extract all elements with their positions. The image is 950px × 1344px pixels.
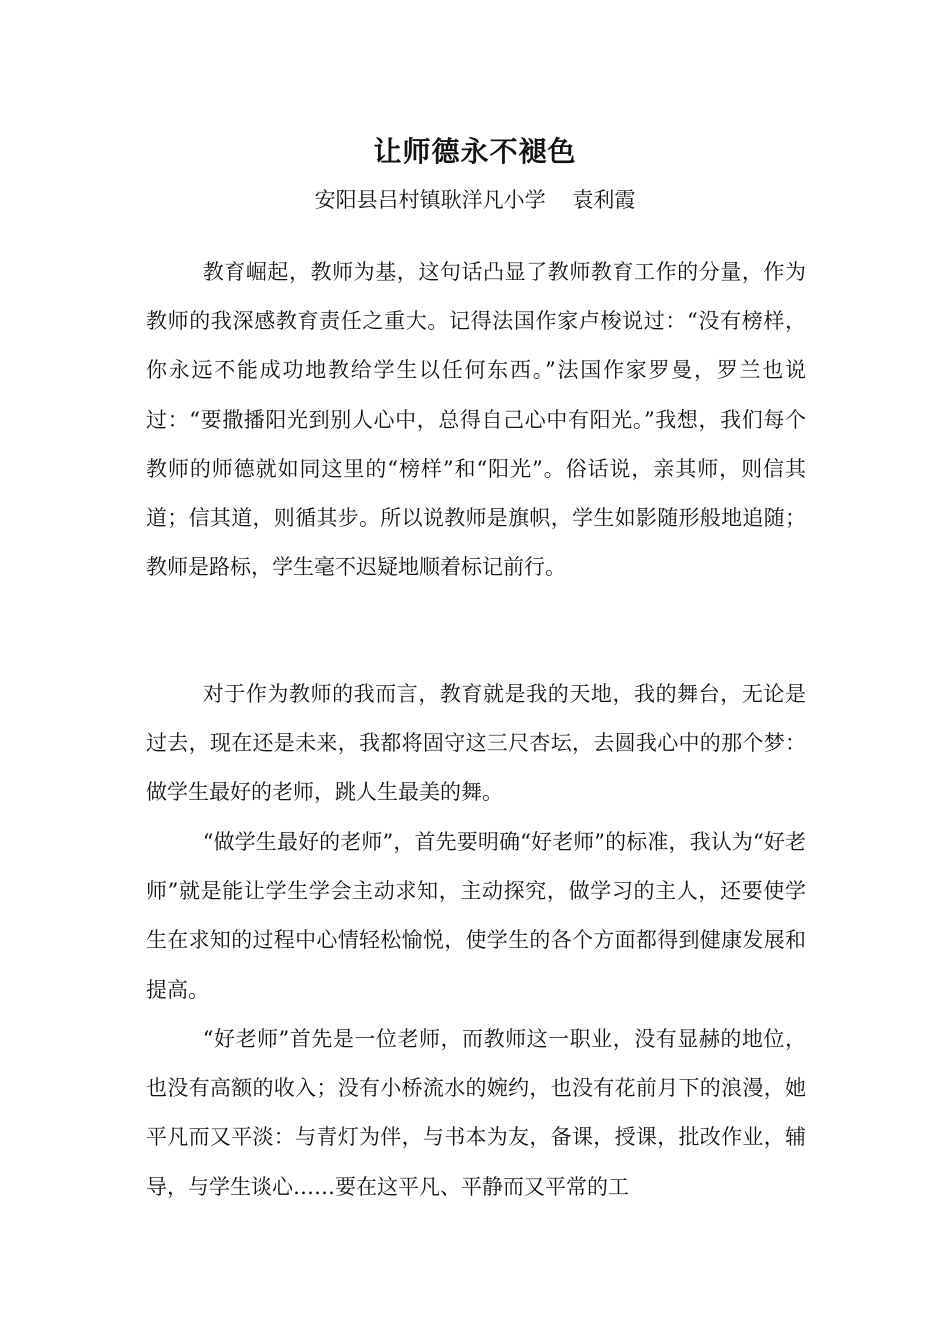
paragraph-1: 教育崛起，教师为基，这句话凸显了教师教育工作的分量，作为教师的我深感教育责任之重大。记得法国作家卢梭说过：“没有榜样，你永远不能成功地教给学生以任何东西。”法国作家罗曼，罗兰也说过：“要撒播阳光到别人心中，总得自己心中有阳光。”我想，我们每个教师的师德就如同这里的“榜样”和“阳光”。俗话说，亲其师，则信其道；信其道，则循其步。所以说教师是旗帜，学生如影随形般地追随；教师是路标，学生毫不迟疑地顺着标记前行。 — [146, 260, 806, 580]
paragraph-4: “好老师”首先是一位老师，而教师这一职业，没有显赫的地位，也没有高额的收入；没有小桥流水的婉约，也没有花前月下的浪漫，她平凡而又平淡：与青灯为伴，与书本为友，备课，授课，批改作业，辅导，与学生谈心……要在这平凡、平静而又平常的工 — [146, 1027, 806, 1199]
paragraph-2: 对于作为教师的我而言，教育就是我的天地，我的舞台，无论是过去，现在还是未来，我都将固守这三尺杏坛，去圆我心中的那个梦：做学生最好的老师，跳人生最美的舞。 — [146, 682, 806, 805]
author-byline: 安阳县吕村镇耿洋凡小学 袁利霞 — [314, 188, 636, 212]
document-title: 让师德永不褪色 — [373, 135, 577, 168]
paragraph-3: “做学生最好的老师”，首先要明确“好老师”的标准，我认为“好老师”就是能让学生学会主动求知，主动探究，做学习的主人，还要使学生在求知的过程中心情轻松愉悦，使学生的各个方面都得到健康发展和提高。 — [146, 830, 806, 1002]
